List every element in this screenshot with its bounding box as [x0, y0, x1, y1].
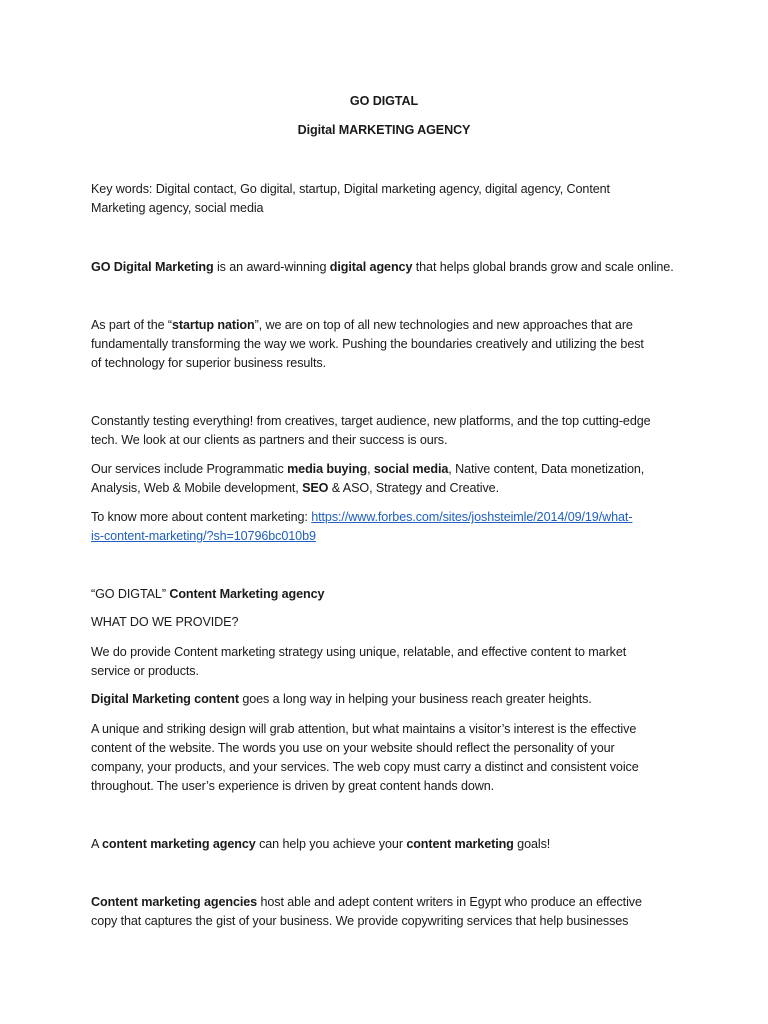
startup-line-3: of technology for superior business results. — [91, 356, 327, 370]
document-subtitle: Digital MARKETING AGENCY — [297, 123, 471, 137]
startup-text-post: ”, we are on top of all new technologies and new approaches that are — [254, 318, 633, 332]
services-line2-post: & ASO, Strategy and Creative. — [328, 481, 499, 495]
intro-bold-brand: GO Digital Marketing — [91, 260, 214, 274]
dm-content-paragraph — [91, 690, 592, 709]
agencies-line-2: copy that captures the gist of your business. We provide copywriting services that help businesses — [91, 914, 629, 928]
services-line-2 — [91, 479, 499, 498]
agency-help-bold-1: content marketing agency — [102, 837, 256, 851]
agency-help-bold-2: content marketing — [406, 837, 514, 851]
intro-text-2: that helps global brands grow and scale online. — [412, 260, 674, 274]
design-line-3: company, your products, and your services. The web copy must carry a distinct and consistent voice — [91, 760, 639, 774]
learn-more-label: To know more about content marketing: — [91, 510, 312, 524]
services-bold-media-buying: media buying — [287, 462, 368, 476]
services-text-pre: Our services include Programmatic — [91, 462, 288, 476]
services-line-1 — [91, 460, 644, 479]
services-text-mid: , — [367, 462, 374, 476]
intro-paragraph — [91, 258, 674, 277]
testing-line-1: Constantly testing everything! from creatives, target audience, new platforms, and the top cutting-edge — [91, 414, 651, 428]
agency-help-post: goals! — [513, 837, 551, 851]
provide-heading: WHAT DO WE PROVIDE? — [91, 615, 239, 629]
section-title — [91, 585, 324, 604]
startup-line-1 — [91, 316, 633, 335]
learn-more-line-2 — [91, 527, 316, 546]
services-line2-pre: Analysis, Web & Mobile development, — [91, 481, 303, 495]
keywords-line-2: Marketing agency, social media — [91, 201, 264, 215]
provide-line-2: service or products. — [91, 664, 199, 678]
design-line-4: throughout. The user’s experience is driven by great content hands down. — [91, 779, 495, 793]
services-bold-seo: SEO — [302, 481, 329, 495]
section-title-quoted: “GO DIGTAL” — [91, 587, 170, 601]
startup-bold: startup nation — [172, 318, 255, 332]
startup-text-pre: As part of the “ — [91, 318, 172, 332]
design-line-1: A unique and striking design will grab attention, but what maintains a visitor’s interest is the effective — [91, 722, 637, 736]
design-line-2: content of the website. The words you use on your website should reflect the personality of your — [91, 741, 615, 755]
keywords-line-1: Key words: Digital contact, Go digital, startup, Digital marketing agency, digital agency, Content — [91, 182, 610, 196]
agencies-line1-post: host able and adept content writers in Egypt who produce an effective — [257, 895, 642, 909]
agencies-bold: Content marketing agencies — [91, 895, 258, 909]
agency-help-mid: can help you achieve your — [255, 837, 407, 851]
agencies-line-1 — [91, 893, 642, 912]
intro-text-1: is an award-winning — [213, 260, 330, 274]
learn-more-line-1 — [91, 508, 632, 527]
intro-bold-agency: digital agency — [329, 260, 413, 274]
dm-content-bold: Digital Marketing content — [91, 692, 239, 706]
dm-content-text: goes a long way in helping your business reach greater heights. — [238, 692, 592, 706]
testing-line-2: tech. We look at our clients as partners and their success is ours. — [91, 433, 448, 447]
forbes-link-continued[interactable]: is-content-marketing/?sh=10796bc010b9 — [91, 529, 316, 543]
document-title: GO DIGTAL — [349, 94, 419, 108]
section-title-bold: Content Marketing agency — [169, 587, 325, 601]
services-bold-social-media: social media — [373, 462, 449, 476]
forbes-link[interactable]: https://www.forbes.com/sites/joshsteimle/2014/09/19/what- — [311, 510, 633, 524]
provide-line-1: We do provide Content marketing strategy using unique, relatable, and effective content to market — [91, 645, 627, 659]
agency-help-pre: A — [91, 837, 103, 851]
agency-help-paragraph — [91, 835, 550, 854]
startup-line-2: fundamentally transforming the way we work. Pushing the boundaries creatively and utilizing the best — [91, 337, 644, 351]
services-text-post: , Native content, Data monetization, — [448, 462, 645, 476]
